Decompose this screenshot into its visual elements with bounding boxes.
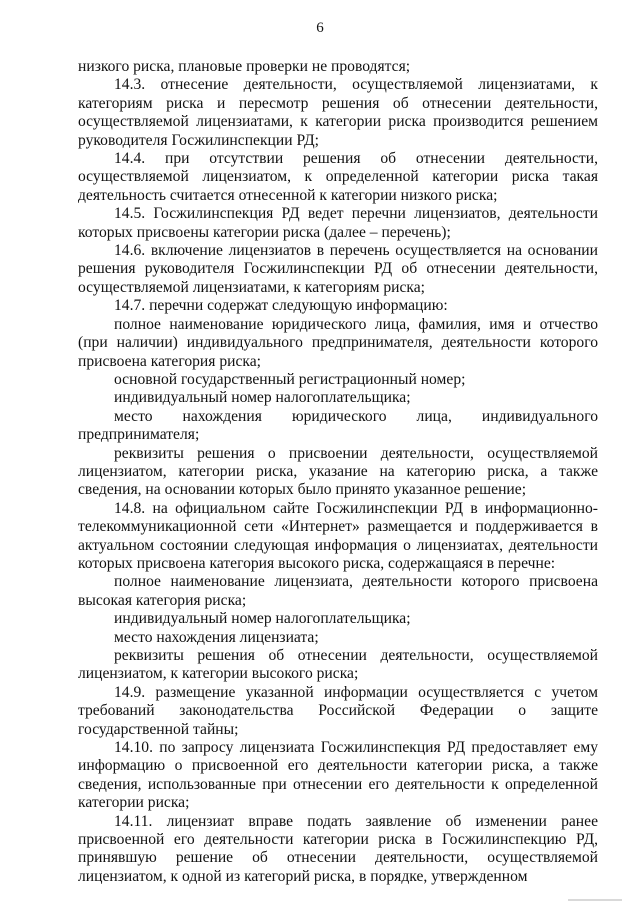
list-item-full-name: полное наименование юридического лица, фамилия, имя и отчество (при наличии) индивидуального предпринимателя, деятельности которого присвоена категория риска;: [78, 315, 598, 370]
paragraph-14-10: 14.10. по запросу лицензиата Госжилинспекция РД предоставляет ему информацию о присвоенной его деятельности категории риска, а также сведения, использованные при отнесении его деятельности к определенной категории риска;: [78, 739, 598, 812]
list-item-ogrn: основной государственный регистрационный номер;: [114, 370, 466, 388]
list-item-licensee-location: место нахождения лицензиата;: [114, 628, 319, 646]
paragraph-14-6: 14.6. включение лицензиатов в перечень осуществляется на основании решения руководителя Госжилинспекции РД об отнесении деятельности, осуществляемой лицензиатами, к категориям риска;: [78, 242, 598, 296]
paragraph-14-7: 14.7. перечни содержат следующую информацию:: [114, 297, 448, 315]
paragraph-14-9: 14.9. размещение указанной информации осуществляется с учетом требований законодательства Российской Федерации о защите государственной тайны;: [78, 683, 598, 738]
list-item-inn: индивидуальный номер налогоплательщика;: [114, 389, 411, 407]
list-item-high-risk-decision: реквизиты решения об отнесении деятельности, осуществляемой лицензиатом, к категории высокого риска;: [78, 647, 598, 683]
paragraph-14-4: 14.4. при отсутствии решения об отнесении деятельности, осуществляемой лицензиатом, к определенной категории риска такая деятельность считается отнесенной к категории низкого риска;: [78, 150, 598, 204]
list-item-licensee-inn: индивидуальный номер налогоплательщика;: [114, 610, 411, 628]
paragraph-14-5: 14.5. Госжилинспекция РД ведет перечни лицензиатов, деятельности которых присвоены категории риска (далее – перечень);: [78, 205, 598, 241]
paragraph-14-11: 14.11. лицензиат вправе подать заявление об изменении ранее присвоенной его деятельности категории риска в Госжилинспекцию РД, принявшую решение об отнесении деятельности, осуществляемой лицензиатом, к одной из категорий риска, в порядке, утвержденном: [78, 812, 598, 885]
list-item-decision-details: реквизиты решения о присвоении деятельности, осуществляемой лицензиатом, категории риска, указание на категорию риска, а также сведения, на основании которых было принято указанное решение;: [78, 444, 598, 499]
paragraph-14-3: 14.3. отнесение деятельности, осуществляемой лицензиатами, к категориям риска и пересмотр решения об отнесении деятельности, осуществляемой лицензиатами, к категории риска производится решением руководителя Госжилинспекции РД;: [78, 76, 598, 149]
list-item-location: место нахождения юридического лица, индивидуального предпринимателя;: [78, 407, 598, 444]
page-number: 6: [316, 20, 324, 36]
paragraph-continuation: низкого риска, плановые проверки не проводятся;: [78, 58, 411, 75]
scan-artifact: [568, 899, 622, 901]
document-body: [78, 58, 598, 886]
list-item-licensee-name: полное наименование лицензиата, деятельности которого присвоена высокая категория риска;: [78, 573, 598, 609]
paragraph-14-8: 14.8. на официальном сайте Госжилинспекции РД в информационно-телекоммуникационной сети «Интернет» размещается и поддерживается в актуальном состоянии следующая информация о лицензиатах, деятельности которых присвоена категория высокого риска, содержащаяся в перечне:: [78, 499, 598, 572]
